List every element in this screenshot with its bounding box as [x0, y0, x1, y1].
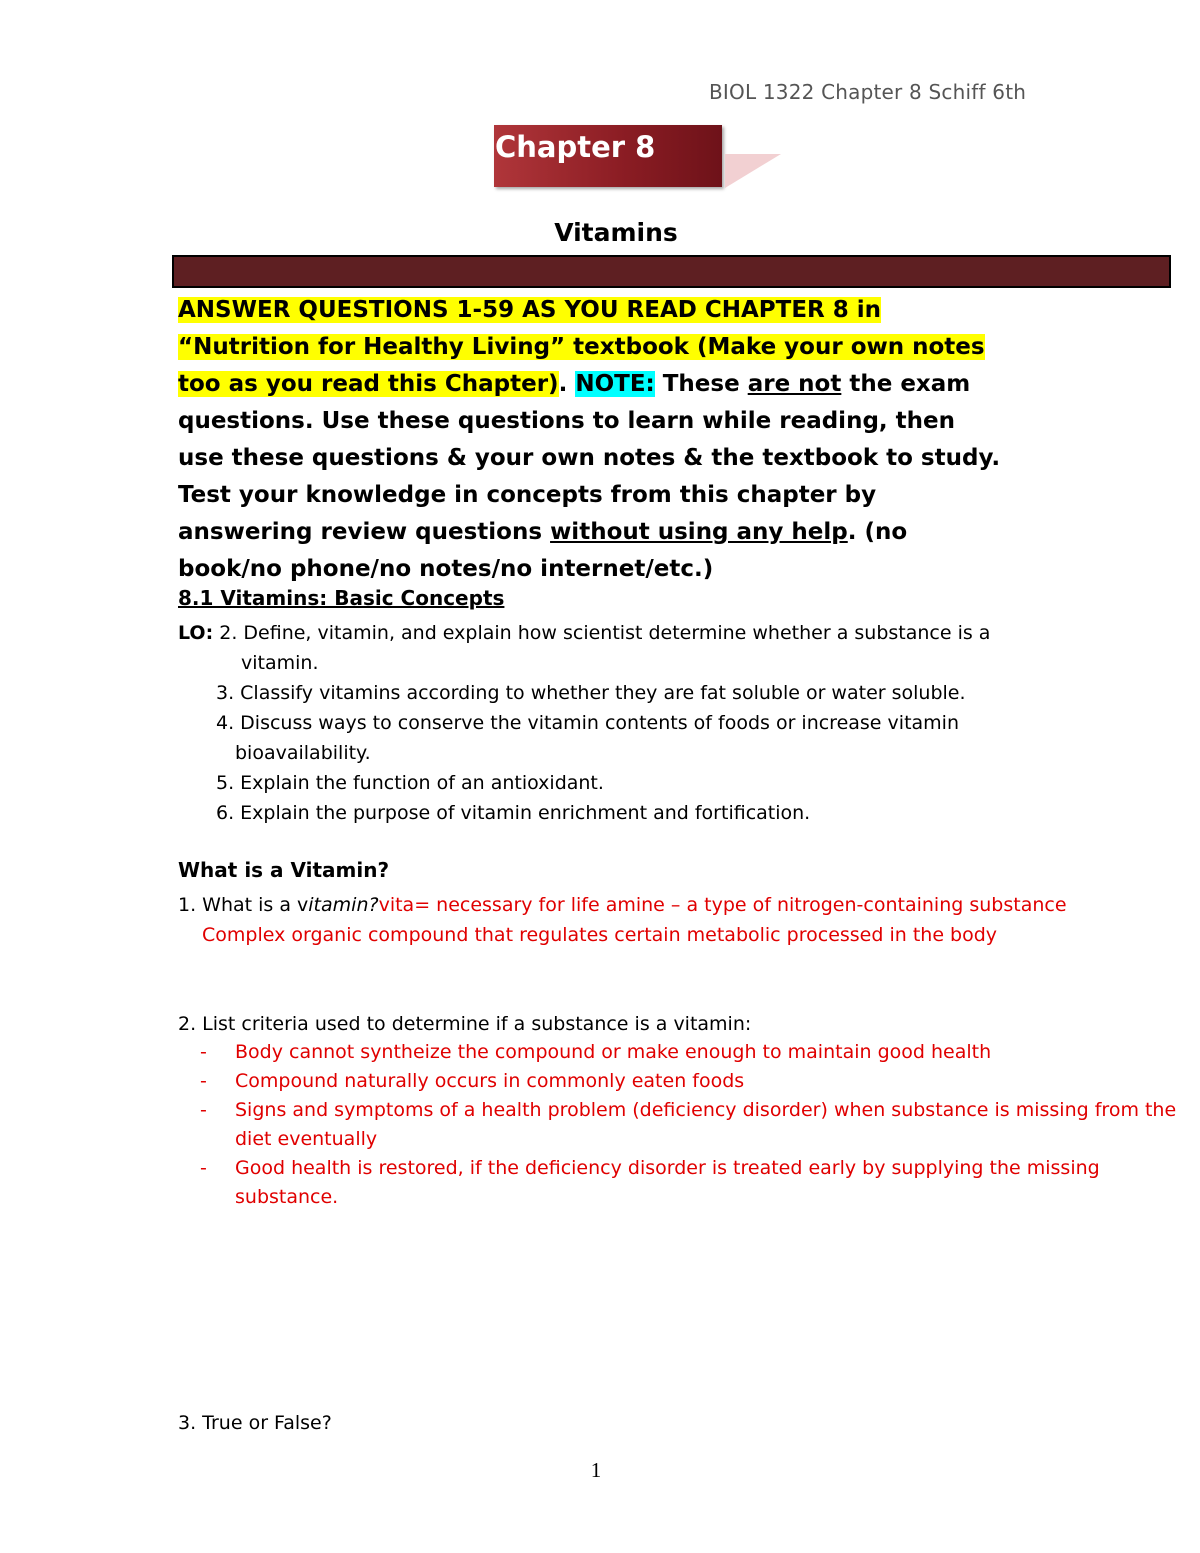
- lo-item: 4. Discuss ways to conserve the vitamin contents of foods or increase vitamin: [216, 712, 959, 734]
- list-item: - Compound naturally occurs in commonly eaten foods: [200, 1070, 745, 1092]
- page-number: 1: [590, 1458, 602, 1482]
- what-is-heading: What is a Vitamin?: [178, 858, 390, 882]
- running-header: BIOL 1322 Chapter 8 Schiff 6th: [709, 80, 1027, 104]
- section-title: 8.1 Vitamins: Basic Concepts: [178, 586, 505, 610]
- lo-item: LO: 2. Define, vitamin, and explain how scientist determine whether a substance is a: [178, 622, 991, 644]
- lo-item: bioavailability.: [235, 742, 371, 764]
- lo-item: 6. Explain the purpose of vitamin enrichment and fortification.: [216, 802, 811, 824]
- list-item: - Body cannot syntheize the compound or make enough to maintain good health: [200, 1041, 992, 1063]
- chapter-banner-tab: [725, 154, 781, 188]
- question-2: 2. List criteria used to determine if a substance is a vitamin:: [178, 1013, 752, 1035]
- chapter-label: Chapter 8: [495, 130, 656, 164]
- title-divider-bar: [172, 255, 1171, 288]
- are-not-underline: are not: [747, 371, 842, 397]
- list-item: - Signs and symptoms of a health problem (deficiency disorder) when substance is missing from the diet eventually: [200, 1099, 1177, 1150]
- note-label: NOTE:: [575, 371, 655, 397]
- question-1: 1. What is a vitamin?vita= necessary for life amine – a type of nitrogen-containing substance Complex organic compound that regulates certain metabolic processed in the body: [178, 890, 1067, 950]
- answer-text: vita= necessary for life amine – a type of nitrogen-containing substance: [378, 894, 1067, 916]
- intro-instructions: ANSWER QUESTIONS 1-59 AS YOU READ CHAPTER 8 in “Nutrition for Healthy Living” textbook (Make your own notes too as you read this Chapter). NOTE: These are not the exam questions. Use these questions to learn while reading, then use these questions & your own notes & the textbook to study. Test your knowledge in concepts from this chapter by answering review questions without using any help. (no book/no phone/no notes/no internet/etc.): [178, 297, 1001, 582]
- question-2-answers: [178, 1038, 1200, 1212]
- question-3: 3. True or False?: [178, 1412, 332, 1434]
- lo-item: 5. Explain the function of an antioxidant.: [216, 772, 604, 794]
- lo-item: vitamin.: [241, 652, 319, 674]
- without-help-underline: without using any help: [550, 519, 848, 545]
- learning-objectives: [178, 618, 990, 828]
- list-item: - Good health is restored, if the deficiency disorder is treated early by supplying the missing substance.: [200, 1157, 1100, 1208]
- page-title: Vitamins: [554, 218, 678, 247]
- lo-item: 3. Classify vitamins according to whether they are fat soluble or water soluble.: [216, 682, 966, 704]
- lo-label: LO:: [178, 622, 214, 644]
- answer-text: Complex organic compound that regulates certain metabolic processed in the body: [202, 924, 998, 946]
- intro-highlight: ANSWER QUESTIONS 1-59 AS YOU READ CHAPTER 8 in “Nutrition for Healthy Living” textbook (Make your own notes too as you read this Chapter): [178, 297, 985, 397]
